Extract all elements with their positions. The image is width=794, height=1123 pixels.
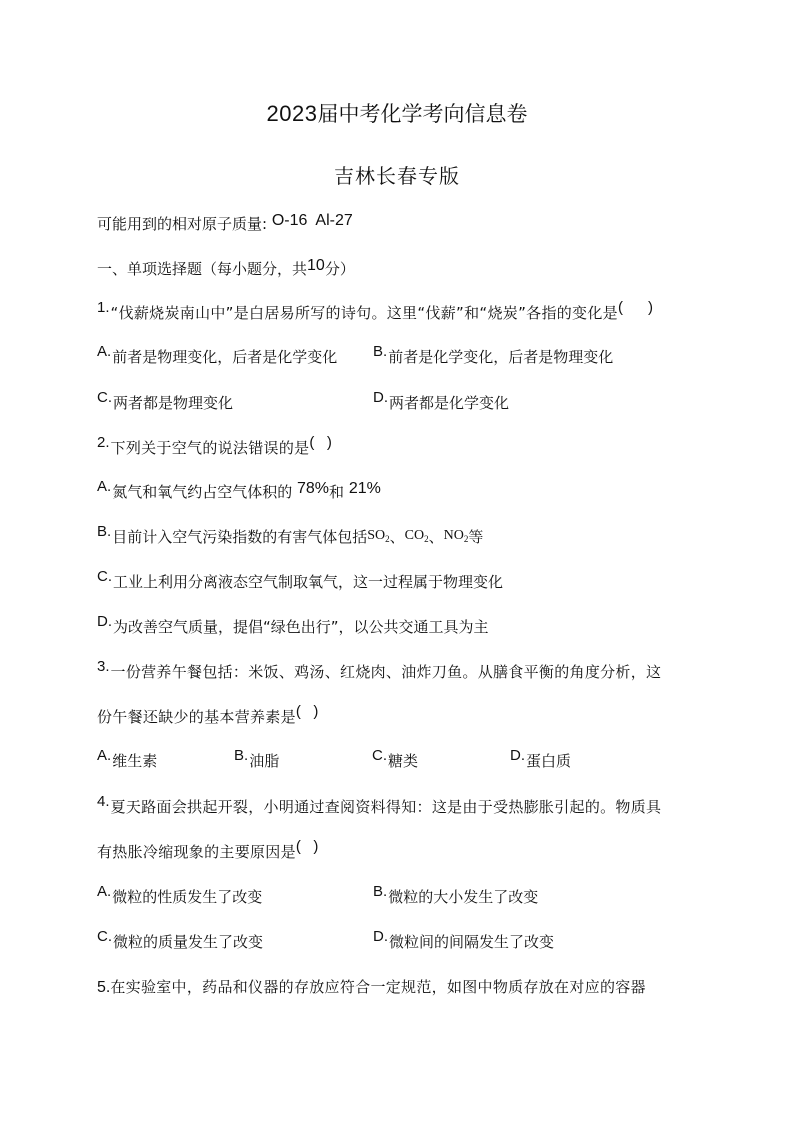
question-3-line-2 (97, 703, 319, 727)
q3-option-b[interactable] (234, 747, 280, 771)
q5-number: 5. (97, 979, 111, 996)
formula-no2-base: NO (443, 528, 464, 543)
q4-text-line-1: 夏天路面会拱起开裂，小明通过查阅资料得知：这是由于受热膨胀引起的。物质具 (110, 798, 662, 816)
q4-answer-paren: ( ) (295, 838, 319, 855)
q2-a-percent-2: 21% (348, 480, 381, 497)
q3-c-label: C. (372, 747, 387, 764)
question-4 (97, 793, 662, 817)
q2-d-label: D. (97, 613, 112, 630)
q2-option-d[interactable] (97, 613, 489, 637)
question-5 (97, 976, 646, 997)
section-heading (97, 258, 355, 279)
q3-number: 3. (97, 658, 110, 675)
q2-text: 下列关于空气的说法错误的是 (110, 439, 310, 457)
q4-a-label: A. (97, 883, 112, 900)
q3-answer-paren: ( ) (295, 703, 319, 720)
formula-co2-sub: 2 (424, 534, 429, 544)
q2-b-pre: 目前计入空气污染指数的有害气体包括 (112, 528, 368, 546)
q4-c-label: C. (97, 928, 112, 945)
q4-c-text: 微粒的质量发生了改变 (113, 933, 264, 951)
q1-a-text: 前者是物理变化，后者是化学变化 (112, 348, 338, 366)
q3-option-a[interactable] (97, 747, 158, 771)
q2-a-percent-1: 78% (296, 480, 330, 497)
q2-number: 2. (97, 434, 110, 451)
q2-c-text: 工业上利用分离液态空气制取氧气，这一过程属于物理变化 (113, 573, 504, 591)
q3-a-label: A. (97, 747, 112, 764)
q4-option-a[interactable] (97, 883, 263, 907)
q1-text: “伐薪烧炭南山中”是白居易所写的诗句。这里“伐薪”和“烧炭”各指的变化是 (110, 304, 618, 322)
formula-so2-base: SO (367, 528, 386, 543)
q4-b-label: B. (373, 883, 388, 900)
atomic-mass-values: O-16 Al-27 (271, 212, 353, 229)
formula-so2-sub: 2 (385, 534, 390, 544)
question-4-line-2 (97, 838, 319, 862)
q2-option-b[interactable] (97, 523, 484, 547)
section-prefix: 一、单项选择题（每小题分，共 (97, 260, 308, 278)
exam-year: 2023 (266, 101, 318, 126)
q3-text-line-2: 份午餐还缺少的基本营养素是 (97, 708, 296, 726)
q1-c-label: C. (97, 389, 112, 406)
formula-no2-sub: 2 (463, 534, 469, 544)
section-points: 10 (307, 257, 325, 274)
q4-text-line-2: 有热胀冷缩现象的主要原因是 (97, 843, 296, 861)
q2-a-pre: 氮气和氧气约占空气体积的 (112, 483, 293, 501)
q1-c-text: 两者都是物理变化 (113, 394, 234, 412)
section-suffix: 分） (324, 260, 355, 278)
formula-co2-base: CO (404, 528, 425, 543)
q2-b-sep-2: 、 (428, 528, 444, 546)
atomic-mass-line (97, 213, 353, 234)
q1-option-c[interactable] (97, 389, 234, 413)
q3-d-label: D. (510, 747, 525, 764)
q3-option-d[interactable] (510, 747, 572, 771)
q5-text-line-1: 在实验室中，药品和仪器的存放应符合一定规范，如图中物质存放在对应的容器 (110, 978, 646, 996)
exam-subtitle: 吉林长春专版 (334, 164, 460, 188)
q1-a-label: A. (97, 343, 112, 360)
q4-option-c[interactable] (97, 928, 264, 952)
q4-b-text: 微粒的大小发生了改变 (388, 888, 539, 906)
q4-a-text: 微粒的性质发生了改变 (112, 888, 263, 906)
q4-d-label: D. (373, 928, 388, 945)
q4-option-b[interactable] (373, 883, 539, 907)
q1-d-label: D. (373, 389, 388, 406)
q1-option-a[interactable] (97, 343, 338, 367)
q2-b-sep-1: 、 (389, 528, 405, 546)
q1-b-label: B. (373, 343, 388, 360)
q4-d-text: 微粒间的间隔发生了改变 (389, 933, 555, 951)
q3-option-c[interactable] (372, 747, 419, 771)
formula-co2 (405, 528, 429, 543)
question-1 (97, 299, 653, 323)
q3-text-line-1: 一份营养午餐包括：米饭、鸡汤、红烧肉、油炸刀鱼。从膳食平衡的角度分析，这 (110, 663, 662, 681)
q2-answer-paren: ( ) (309, 434, 332, 451)
q3-a-text: 维生素 (112, 752, 158, 770)
q4-number: 4. (97, 793, 110, 810)
q1-d-text: 两者都是化学变化 (389, 394, 510, 412)
q2-option-a[interactable] (97, 478, 381, 502)
q1-option-b[interactable] (373, 343, 614, 367)
formula-no2 (444, 528, 469, 543)
q2-b-label: B. (97, 523, 112, 540)
q3-d-text: 蛋白质 (526, 752, 572, 770)
q1-answer-paren: ( ) (617, 299, 653, 316)
q1-b-text: 前者是化学变化，后者是物理变化 (388, 348, 614, 366)
q3-b-label: B. (234, 747, 249, 764)
formula-so2 (367, 528, 389, 543)
q3-c-text: 糖类 (388, 752, 419, 770)
q2-a-label: A. (97, 478, 112, 495)
q2-a-mid: 和 (329, 483, 345, 501)
atomic-mass-label: 可能用到的相对原子质量: (97, 215, 268, 233)
q3-b-text: 油脂 (249, 752, 280, 770)
exam-title (0, 98, 794, 128)
q1-option-d[interactable] (373, 389, 510, 413)
question-2 (97, 434, 332, 458)
exam-title-text: 届中考化学考向信息卷 (317, 102, 528, 126)
q2-option-c[interactable] (97, 568, 504, 592)
q2-b-post: 等 (468, 528, 484, 546)
question-3 (97, 658, 662, 682)
q1-number: 1. (97, 299, 110, 316)
q4-option-d[interactable] (373, 928, 555, 952)
q2-d-text: 为改善空气质量，提倡“绿色出行”，以公共交通工具为主 (113, 618, 489, 636)
q2-c-label: C. (97, 568, 112, 585)
